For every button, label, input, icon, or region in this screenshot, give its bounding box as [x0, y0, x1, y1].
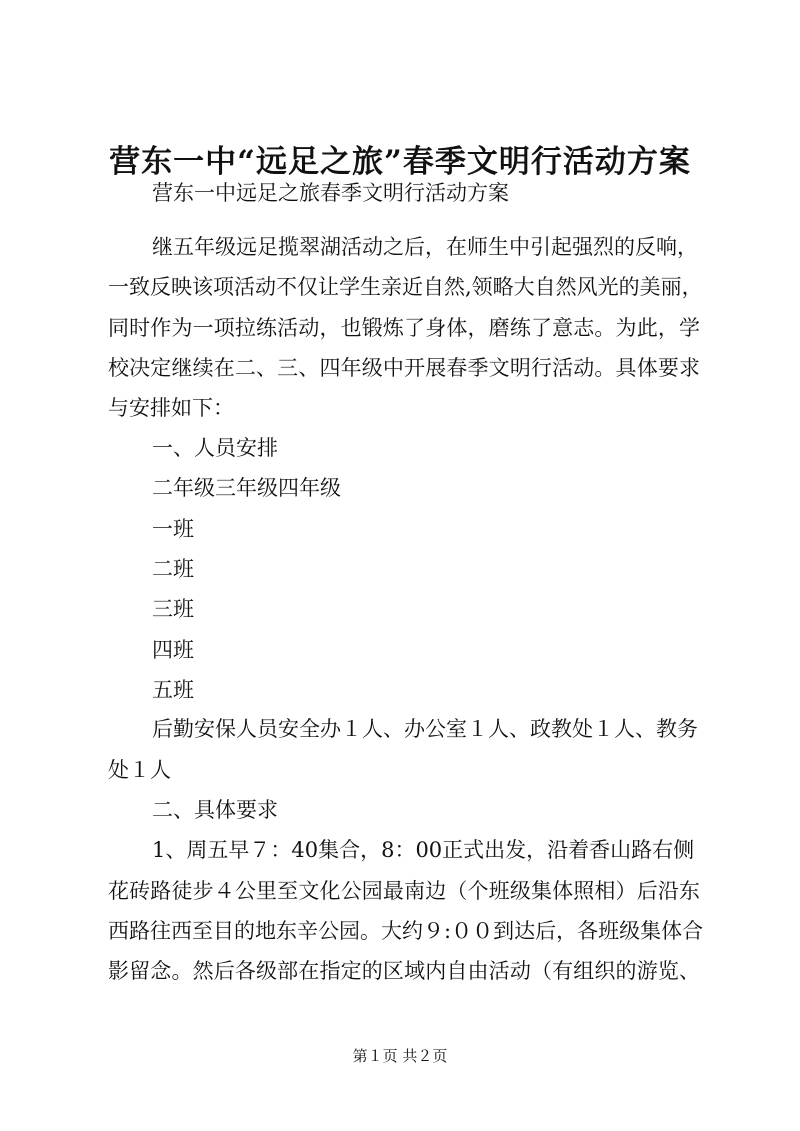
list-item: 二年级三年级四年级	[152, 476, 341, 500]
paragraph-line: 校决定继续在二、三、四年级中开展春季文明行活动。具体要求	[108, 356, 700, 380]
paragraph-line: 与安排如下：	[108, 396, 234, 420]
paragraph-line: 处１人	[108, 758, 171, 782]
list-item: 一班	[152, 517, 194, 541]
list-item: 三班	[152, 597, 194, 621]
paragraph-line: 西路往西至目的地东辛公园。大约９:００到达后，各班级集体合	[108, 919, 704, 943]
document-title: 营东一中“远足之旅”春季文明行活动方案	[109, 144, 691, 180]
paragraph-line: 同时作为一项拉练活动，也锻炼了身体，磨练了意志。为此，学	[108, 316, 700, 340]
paragraph-line: 继五年级远足揽翠湖活动之后，在师生中引起强烈的反响，	[152, 235, 698, 259]
paragraph-line: 后勤安保人员安全办１人、办公室１人、政教处１人、教务	[152, 717, 698, 741]
page-footer: 第１页 共２页	[352, 1047, 448, 1065]
list-item: 二班	[152, 557, 194, 581]
list-item: 四班	[152, 638, 194, 662]
paragraph-line: 1、周五早７：40集合，8：00正式出发，沿着香山路右侧	[152, 838, 695, 862]
list-item: 五班	[152, 678, 194, 702]
section-heading: 一、人员安排	[152, 436, 278, 460]
paragraph-line: 影留念。然后各级部在指定的区域内自由活动（有组织的游览、	[108, 959, 700, 983]
section-heading: 二、具体要求	[152, 798, 278, 822]
paragraph-line: 花砖路徒步４公里至文化公园最南边（个班级集体照相）后沿东	[108, 879, 700, 903]
paragraph-line: 一致反映该项活动不仅让学生亲近自然,领略大自然风光的美丽，	[108, 275, 703, 299]
subtitle-line: 营东一中远足之旅春季文明行活动方案	[152, 181, 509, 205]
